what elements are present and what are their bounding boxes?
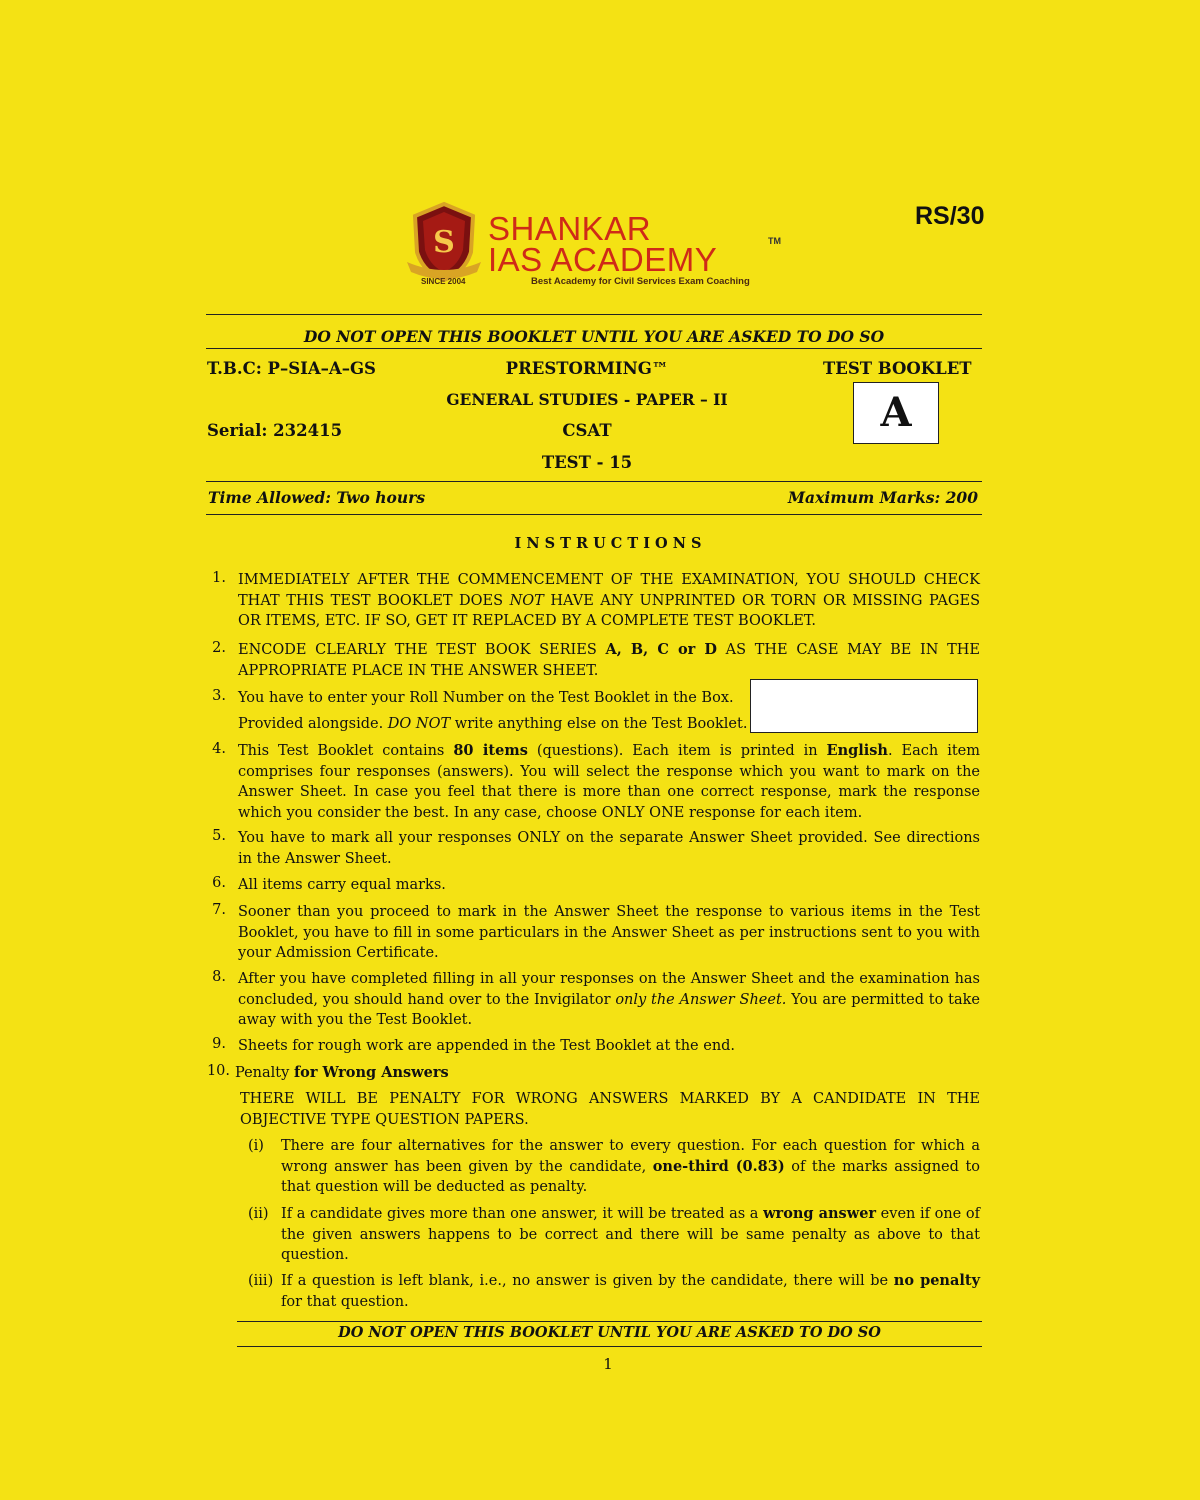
item-number: 6. [212, 875, 226, 891]
brand-logo [405, 200, 785, 292]
instruction-5: You have to mark all your responses ONLY on the separate Answer Sheet provided. See directions in the Answer Sheet. [238, 830, 980, 867]
time-allowed: Time Allowed: Two hours [208, 488, 426, 507]
penalty-item-3: If a question is left blank, i.e., no answer is given by the candidate, there will be no penalty for that question. [281, 1272, 981, 1310]
instruction-1: IMMEDIATELY AFTER THE COMMENCEMENT OF THE EXAMINATION, YOU SHOULD CHECK THAT THIS TEST BOOKLET DOES NOT HAVE ANY UNPRINTED OR TORN OR MISSING PAGES OR ITEMS, ETC. IF SO, GET IT REPLACED BY A COMPLETE TEST BOOKLET. [238, 572, 981, 629]
instruction-9: Sheets for rough work are appended in the Test Booklet at the end. [238, 1038, 736, 1054]
roll-number-box[interactable] [750, 679, 978, 733]
item-number: 9. [212, 1036, 226, 1052]
item-number: 3. [212, 688, 226, 704]
serial-number: Serial: 232415 [207, 421, 343, 440]
tbc-code: T.B.C: P–SIA–A–GS [207, 359, 376, 378]
instruction-10: Penalty for Wrong Answers [235, 1064, 449, 1081]
program-title: PRESTORMING™ [505, 359, 669, 378]
trademark-mark: TM [768, 236, 781, 246]
item-number: 4. [212, 741, 226, 757]
warning-bottom: DO NOT OPEN THIS BOOKLET UNTIL YOU ARE ASKED TO DO SO [338, 1324, 881, 1341]
penalty-item-1: There are four alternatives for the answer to every question. For each question for which a wrong answer has been given by the candidate, one-third (0.83) of the marks assigned to that question will be deducted as penalty. [281, 1138, 980, 1195]
item-number: 8. [212, 969, 226, 985]
warning-rule [206, 348, 982, 349]
time-rule-bottom [206, 514, 982, 515]
tagline: Best Academy for Civil Services Exam Coaching [531, 276, 750, 287]
price-label: RS/30 [915, 202, 985, 230]
item-number: 7. [212, 902, 226, 918]
penalty-number: (i) [248, 1138, 264, 1154]
item-number: 5. [212, 828, 226, 844]
instruction-6: All items carry equal marks. [238, 877, 446, 893]
item-number: 10. [206, 1063, 230, 1079]
instruction-3a: You have to enter your Roll Number on the Test Booklet in the Box. [238, 690, 734, 706]
brand-name-line2: IAS ACADEMY [488, 241, 718, 278]
penalty-number: (iii) [248, 1273, 274, 1289]
emblem-letter: S [433, 225, 455, 260]
warning-top: DO NOT OPEN THIS BOOKLET UNTIL YOU ARE ASKED TO DO SO [303, 327, 885, 346]
instruction-8: After you have completed filling in all your responses on the Answer Sheet and the examination has concluded, you should hand over to the Invigilator only the Answer Sheet. You are permitted to take away with you the Test Booklet. [238, 971, 980, 1028]
item-number: 1. [212, 570, 226, 586]
instruction-3b: Provided alongside. DO NOT write anything else on the Test Booklet. [238, 716, 748, 732]
bottom-rule-top [237, 1321, 982, 1322]
penalty-number: (ii) [248, 1206, 269, 1222]
subject-title: CSAT [562, 421, 612, 440]
item-number: 2. [212, 640, 226, 656]
paper-title: GENERAL STUDIES - PAPER – II [446, 390, 728, 409]
since-label: SINCE 2004 [421, 277, 466, 286]
max-marks: Maximum Marks: 200 [787, 488, 978, 507]
booklet-label: TEST BOOKLET [823, 359, 972, 378]
brand-name-line1: SHANKAR [488, 210, 652, 247]
instructions-title: I N S T R U C T I O N S [514, 535, 702, 552]
instruction-4: This Test Booklet contains 80 items (questions). Each item is printed in English. Each item comprises four responses (answers). You will select the response which you want to mark on the Answer Sheet. In case you feel that there is more than one correct response, mark the response which you consider the best. In any case, choose ONLY ONE response for each item. [238, 742, 980, 821]
time-rule-top [206, 481, 982, 482]
instruction-2: ENCODE CLEARLY THE TEST BOOK SERIES A, B, C or D AS THE CASE MAY BE IN THE APPROPRIATE PLACE IN THE ANSWER SHEET. [238, 641, 980, 679]
penalty-intro: THERE WILL BE PENALTY FOR WRONG ANSWERS MARKED BY A CANDIDATE IN THE OBJECTIVE TYPE QUESTION PAPERS. [240, 1091, 980, 1128]
penalty-item-2: If a candidate gives more than one answer, it will be treated as a wrong answer even if one of the given answers happens to be correct and there will be same penalty as above to that question. [281, 1205, 980, 1263]
instruction-7: Sooner than you proceed to mark in the Answer Sheet the response to various items in the Test Booklet, you have to fill in some particulars in the Answer Sheet as per instructions sent to you with your Admission Certificate. [238, 904, 980, 961]
bottom-rule [237, 1346, 982, 1347]
top-rule [206, 314, 982, 315]
booklet-series-box: A [853, 382, 939, 444]
page-number: 1 [603, 1355, 613, 1373]
test-number: TEST - 15 [541, 453, 633, 472]
